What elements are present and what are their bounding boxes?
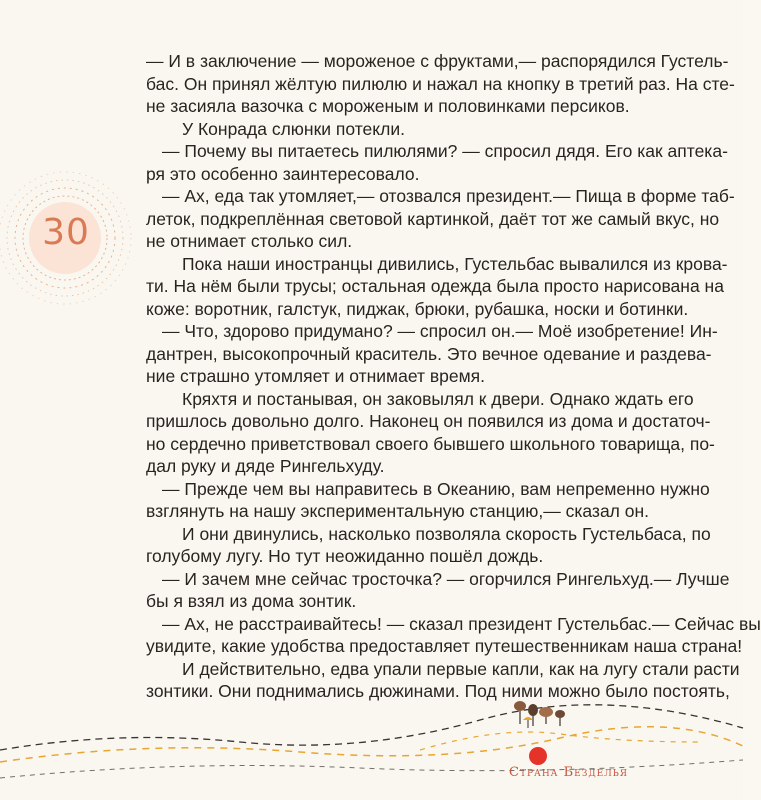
text-line: взглянуть на нашу экспериментальную станцию,— сказал он. [146, 501, 650, 521]
text-line: коже: воротник, галстук, пиджак, брюки, рубашка, носки и ботинки. [146, 298, 689, 319]
text-line: Пока наши иностранцы дивились, Густельбас вывалился из крова- [182, 253, 728, 274]
text-line: увидите, какие удобства предоставляет путешественникам наша страна! [146, 636, 743, 656]
text-line: пришлось довольно долго. Наконец он появился из дома и достаточ- [146, 411, 711, 431]
dashed-hill-line-icon [0, 705, 743, 750]
page-number: 30 [42, 212, 90, 253]
text-line: — И в заключение — мороженое с фруктами,— распорядился Густель- [146, 51, 729, 71]
text-line: — И зачем мне сейчас тросточка? — огорчился Рингельхуд.— Лучше [162, 568, 730, 589]
dashed-hill-line-yellow-icon [0, 727, 743, 762]
text-line: не отнимает столько сил. [146, 231, 353, 251]
text-line: — Ах, не расстраивайтесь! — сказал президент Густельбас.— Сейчас вы [162, 613, 761, 634]
text-line: Кряхтя и постанывая, он заковылял к двери. Однако ждать его [182, 388, 694, 409]
dashed-hill-line-yellow-2-icon [420, 732, 700, 750]
text-line: зонтики. Они поднимались дюжинами. Под ними можно было постоять, [146, 681, 730, 701]
text-line: бы я взял из дома зонтик. [146, 591, 357, 611]
red-sun-icon [529, 747, 547, 765]
footer-landscape [0, 690, 743, 800]
text-line: И они двинулись, насколько позволяла скорость Густельбаса, по [182, 523, 711, 544]
text-line: У Конрада слюнки потекли. [182, 118, 405, 139]
text-line: — Прежде чем вы направитесь в Океанию, вам непременно нужно [162, 478, 710, 499]
text-line: дантрен, высокопрочный краситель. Это вечное одевание и раздева- [146, 343, 712, 364]
body-text [146, 50, 761, 703]
text-line: ря это особенно заинтересовало. [146, 163, 420, 184]
text-line: голубому лугу. Но тут неожиданно пошёл дождь. [146, 546, 544, 566]
text-line: но сердечно приветствовал своего бывшего школьного товарища, по- [146, 433, 715, 454]
dashed-ground-line-icon [0, 760, 743, 778]
text-line: дал руку и дяде Рингельхуду. [146, 456, 385, 476]
text-line: ти. На нём были трусы; остальная одежда была просто нарисована на [146, 276, 724, 296]
text-line: не засияла вазочка с мороженым и половинками персиков. [146, 96, 630, 116]
trees-cluster-icon [514, 701, 565, 728]
text-line: И действительно, едва упали первые капли, как на лугу стали расти [182, 658, 740, 679]
running-title: Страна Безделья [509, 765, 629, 780]
text-line: — Почему вы питаетесь пилюлями? — спросил дядя. Его как аптека- [162, 141, 728, 161]
text-line: ние страшно утомляет и отнимает время. [146, 366, 485, 386]
text-line: — Ах, еда так утомляет,— отозвался президент.— Пища в форме таб- [162, 186, 735, 206]
text-line: леток, подкреплённая световой картинкой, даёт тот же самый вкус, но [146, 208, 720, 229]
text-line: — Что, здорово придумано? — спросил он.— Моё изобретение! Ин- [162, 321, 718, 341]
text-line: бас. Он принял жёлтую пилюлю и нажал на кнопку в третий раз. На сте- [146, 73, 735, 94]
